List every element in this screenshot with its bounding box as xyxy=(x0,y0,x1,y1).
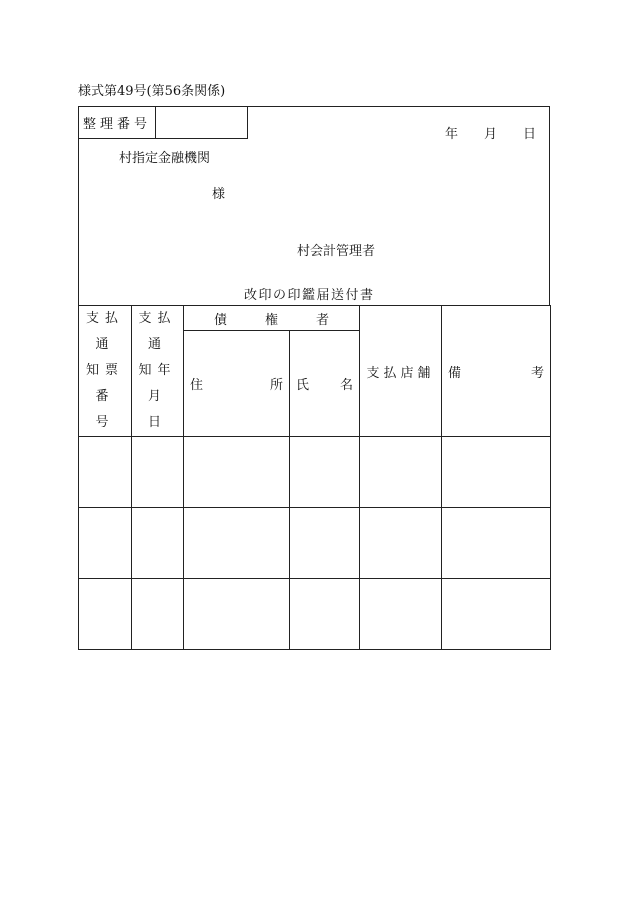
table-row xyxy=(79,579,551,650)
header-address xyxy=(184,331,290,437)
header-remarks-left: 備 xyxy=(448,365,462,381)
cell-name[interactable] xyxy=(290,508,360,579)
cell-notice-number[interactable] xyxy=(79,508,132,579)
header-notice-number xyxy=(79,306,132,437)
header-creditor xyxy=(184,306,360,331)
cell-remarks[interactable] xyxy=(442,508,551,579)
cell-remarks[interactable] xyxy=(442,437,551,508)
cell-address[interactable] xyxy=(184,437,290,508)
header-address-right: 所 xyxy=(269,378,283,393)
header-notice-number-line2: 知票番 xyxy=(85,363,124,404)
header-notice-number-line3: 号 xyxy=(95,415,115,430)
date-line xyxy=(425,123,536,142)
header-notice-date-line1: 支払通 xyxy=(138,311,177,352)
seiri-number-label: 整理番号 xyxy=(79,107,156,139)
cell-address[interactable] xyxy=(184,579,290,650)
cell-notice-number[interactable] xyxy=(79,437,132,508)
cell-address[interactable] xyxy=(184,508,290,579)
header-remarks-right: 考 xyxy=(531,365,545,381)
sender-treasurer: 村会計管理者 xyxy=(297,244,376,259)
cell-branch[interactable] xyxy=(360,579,442,650)
header-box xyxy=(78,106,550,306)
document-title: 改印の印鑑届送付書 xyxy=(244,288,375,303)
header-name xyxy=(290,331,360,437)
header-creditor-char2: 権 xyxy=(265,312,279,328)
form-number-title: 様式第49号(第56条関係) xyxy=(78,84,226,99)
cell-name[interactable] xyxy=(290,437,360,508)
header-address-left: 住 xyxy=(190,378,204,393)
date-month-label: 月 xyxy=(484,127,498,142)
date-year-label: 年 xyxy=(445,127,459,142)
cell-notice-number[interactable] xyxy=(79,579,132,650)
cell-remarks[interactable] xyxy=(442,579,551,650)
recipient-honorific: 様 xyxy=(212,187,226,202)
date-day-label: 日 xyxy=(523,127,537,142)
seal-registration-table xyxy=(78,305,551,650)
table-row xyxy=(79,508,551,579)
header-notice-date-line3: 日 xyxy=(147,415,167,430)
header-name-left: 氏 xyxy=(296,378,310,393)
cell-notice-date[interactable] xyxy=(132,579,184,650)
cell-notice-date[interactable] xyxy=(132,437,184,508)
cell-branch[interactable] xyxy=(360,437,442,508)
header-notice-date-line2: 知年月 xyxy=(138,363,177,404)
cell-branch[interactable] xyxy=(360,508,442,579)
cell-notice-date[interactable] xyxy=(132,508,184,579)
header-notice-number-line1: 支払通 xyxy=(85,311,124,352)
header-creditor-char3: 者 xyxy=(316,312,330,328)
header-payment-branch: 支払店舗 xyxy=(360,306,442,437)
header-name-right: 名 xyxy=(340,378,354,393)
table-row xyxy=(79,437,551,508)
seiri-number-field[interactable] xyxy=(156,107,248,139)
header-creditor-char1: 債 xyxy=(213,312,227,328)
header-notice-date xyxy=(132,306,184,437)
cell-name[interactable] xyxy=(290,579,360,650)
recipient-bank-name: 村指定金融機関 xyxy=(119,151,211,166)
header-remarks xyxy=(442,306,551,437)
